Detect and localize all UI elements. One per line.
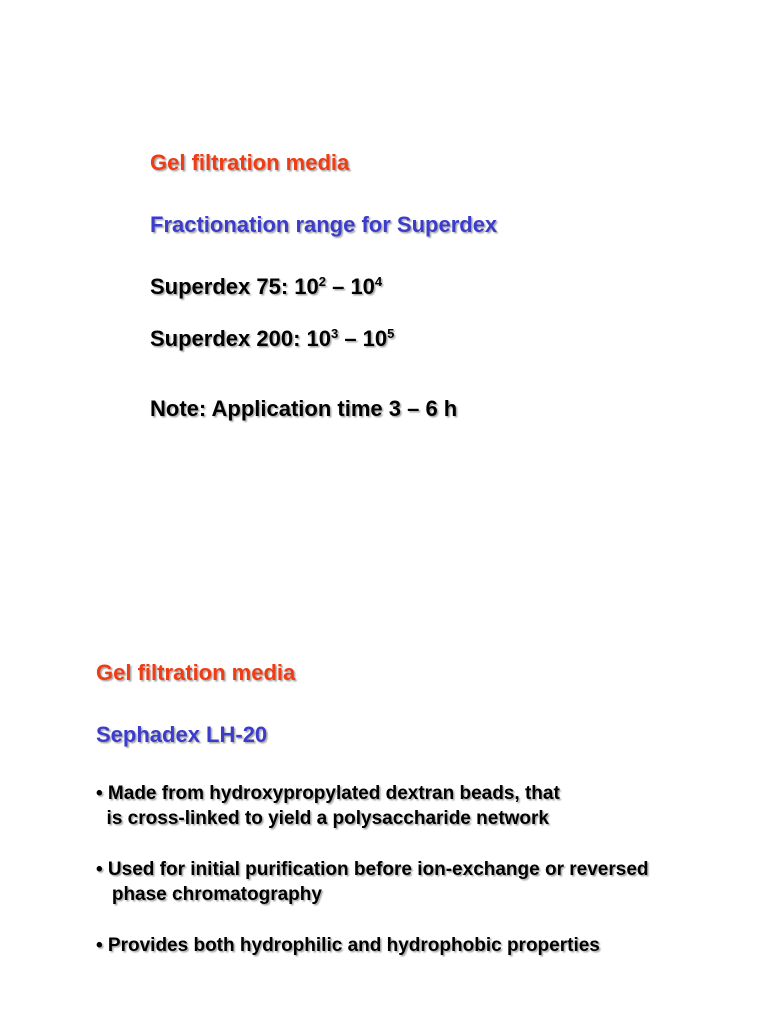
range-middle: – 10 [325, 274, 375, 299]
slide-bottom [0, 512, 768, 1024]
range-exponent-low: 2 [318, 274, 326, 289]
range-middle: – 10 [338, 326, 388, 351]
range-exponent-low: 3 [330, 326, 339, 341]
bullet-3-line-1: • Provides both hydrophilic and hydrophobic properties [96, 935, 600, 956]
superdex-75-range [150, 274, 382, 303]
bullet-1-line-2: is cross-linked to yield a polysaccharide network [96, 808, 549, 829]
range-prefix: Superdex 75: 10 [150, 274, 319, 299]
slide-title: Gel filtration media [96, 660, 296, 685]
bullet-1-line-1: • Made from hydroxypropylated dextran beads, that [96, 783, 560, 804]
range-exponent-high: 4 [374, 274, 383, 289]
range-exponent-high: 5 [387, 326, 395, 341]
slide-title: Gel filtration media [150, 150, 350, 175]
bullet-2-line-1: • Used for initial purification before ion-exchange or reversed [96, 859, 649, 880]
application-time-note: Note: Application time 3 – 6 h [150, 396, 458, 421]
bullet-2-line-2: phase chromatography [96, 884, 322, 905]
superdex-200-range [150, 326, 394, 355]
range-prefix: Superdex 200: 10 [150, 326, 331, 351]
slide-subtitle: Fractionation range for Superdex [150, 212, 498, 237]
slide-subtitle: Sephadex LH-20 [96, 722, 268, 747]
